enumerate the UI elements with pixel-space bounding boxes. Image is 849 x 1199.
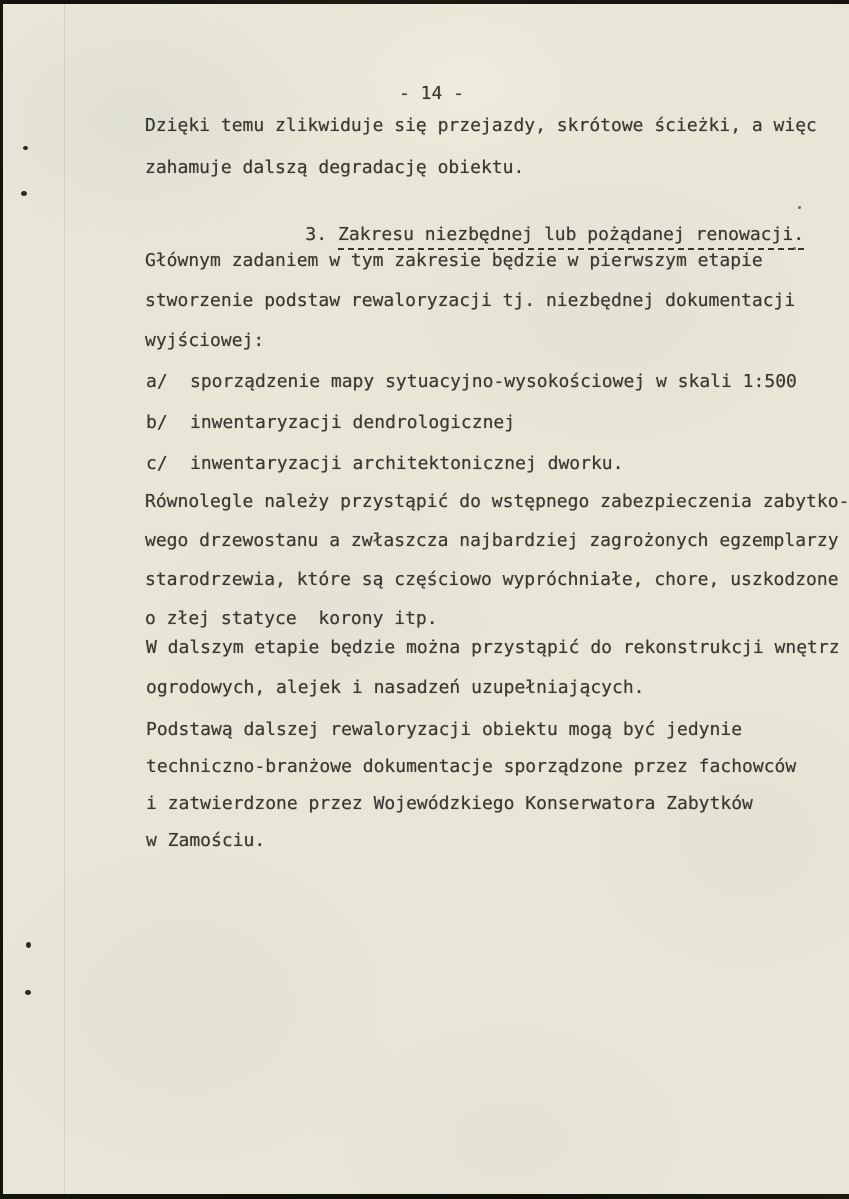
paper-fold-line xyxy=(64,0,65,1199)
text-line: Równolegle należy przystąpić do wstępnego zabezpieczenia zabytko- xyxy=(145,491,849,512)
paragraph-next-stage xyxy=(146,628,840,708)
list-item-marker: a/ xyxy=(146,371,168,392)
list-item-text: inwentaryzacji dendrologicznej xyxy=(190,412,516,433)
paragraph-main-task xyxy=(145,241,795,361)
page-number: - 14 - xyxy=(398,83,465,104)
scan-edge-top xyxy=(0,0,849,4)
paragraph-basis xyxy=(146,711,796,859)
text-line: wego drzewostanu a zwłaszcza najbardziej zagrożonych egzemplarzy xyxy=(145,530,839,551)
paragraph-protection xyxy=(145,482,849,638)
paragraph-intro xyxy=(145,105,817,189)
scan-edge-bottom xyxy=(0,1194,849,1199)
scan-edge-left xyxy=(0,0,3,1199)
ink-speck xyxy=(23,146,28,150)
list-item-marker: b/ xyxy=(146,412,168,433)
text-line: W dalszym etapie będzie można przystąpić do rekonstrukcji wnętrz xyxy=(146,637,840,658)
text-line: i zatwierdzone przez Wojewódzkiego Konserwatora Zabytków xyxy=(146,793,753,814)
text-line: Dzięki temu zlikwiduje się przejazdy, skrótowe ścieżki, a więc xyxy=(145,115,817,136)
ink-speck xyxy=(26,942,31,948)
ink-speck xyxy=(21,191,27,196)
text-line: w Zamościu. xyxy=(146,830,266,851)
list-item xyxy=(146,402,797,443)
text-line: wyjściowej: xyxy=(145,330,265,351)
list-item-marker: c/ xyxy=(146,453,168,474)
ink-speck xyxy=(793,247,796,250)
text-line: ogrodowych, alejek i nasadzeń uzupełniających. xyxy=(146,677,645,698)
text-line: techniczno-branżowe dokumentacje sporządzone przez fachowców xyxy=(146,756,797,777)
list-item-text: inwentaryzacji architektonicznej dworku. xyxy=(190,453,624,474)
ink-speck xyxy=(798,206,801,209)
list-item xyxy=(146,443,797,484)
ink-speck xyxy=(25,990,31,995)
text-line: stworzenie podstaw rewaloryzacji tj. niezbędnej dokumentacji xyxy=(145,290,796,311)
heading-text: Zakresu niezbędnej lub pożądanej renowacji. xyxy=(338,224,804,250)
heading-number: 3. xyxy=(305,224,328,245)
list-item-text: sporządzenie mapy sytuacyjno-wysokościowej w skali 1:500 xyxy=(190,371,797,392)
text-line: zahamuje dalszą degradację obiektu. xyxy=(145,157,525,178)
text-line: o złej statyce korony itp. xyxy=(145,608,438,629)
text-line: Podstawą dalszej rewaloryzacji obiektu mogą być jedynie xyxy=(146,719,743,740)
list-item xyxy=(146,361,797,402)
document-list xyxy=(146,361,797,484)
text-line: starodrzewia, które są częściowo wypróchniałe, chore, uszkodzone xyxy=(145,569,839,590)
text-line: Głównym zadaniem w tym zakresie będzie w pierwszym etapie xyxy=(145,250,763,271)
